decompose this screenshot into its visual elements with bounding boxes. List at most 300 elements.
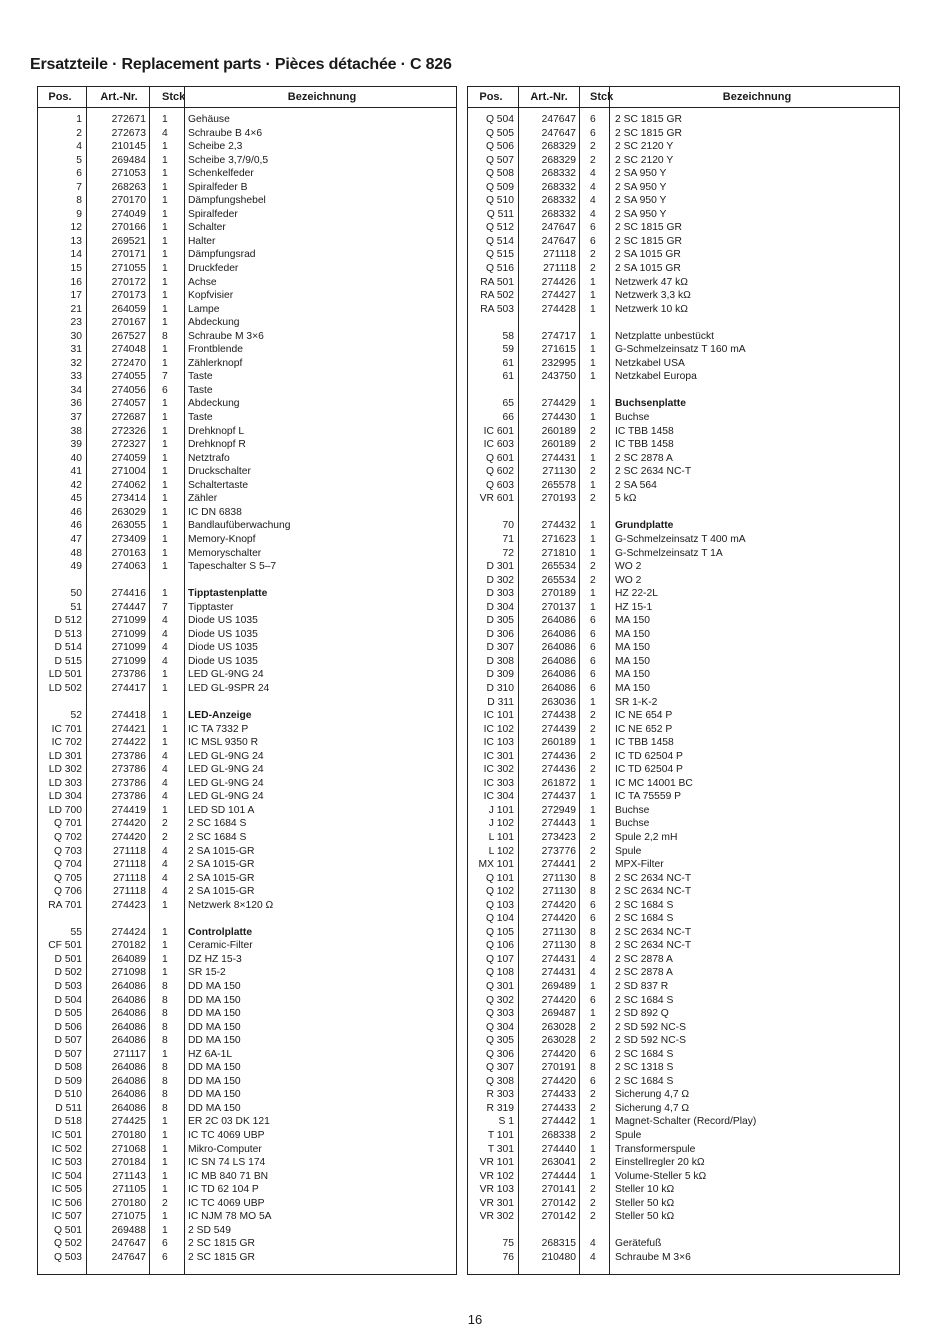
table-row xyxy=(468,1102,899,1116)
page-title: Ersatzteile · Replacement parts · Pièces détachée · C 826 xyxy=(30,56,452,73)
cell-art-nr: 268338 xyxy=(541,1130,576,1142)
cell-art-nr: 274438 xyxy=(541,710,576,722)
cell-bezeichnung: Kopfvisier xyxy=(188,290,234,302)
cell-art-nr: 274436 xyxy=(541,750,576,762)
cell-pos: Q 705 xyxy=(53,872,82,884)
cell-art-nr: 271143 xyxy=(112,1170,146,1182)
cell-stck: 2 xyxy=(590,710,596,722)
cell-art-nr: 264086 xyxy=(541,669,576,681)
cell-art-nr: 274419 xyxy=(111,804,146,816)
table-row xyxy=(468,614,899,628)
cell-pos: Q 704 xyxy=(53,859,82,871)
header-pos: Pos. xyxy=(48,91,72,103)
table-row xyxy=(468,397,899,411)
table-row xyxy=(38,641,456,655)
cell-art-nr: 271118 xyxy=(113,872,146,884)
cell-bezeichnung: IC TBB 1458 xyxy=(615,737,674,749)
cell-art-nr: 270173 xyxy=(111,290,146,302)
cell-art-nr: 274430 xyxy=(541,412,576,424)
cell-art-nr: 274441 xyxy=(541,859,576,871)
table-row xyxy=(468,601,899,615)
cell-art-nr: 268329 xyxy=(541,141,576,153)
cell-art-nr: 271053 xyxy=(111,168,146,180)
cell-bezeichnung: MA 150 xyxy=(615,628,650,640)
cell-bezeichnung: IC MC 14001 BC xyxy=(615,777,693,789)
cell-art-nr: 274063 xyxy=(111,561,146,573)
cell-stck: 1 xyxy=(590,398,596,410)
cell-art-nr: 269488 xyxy=(111,1224,146,1236)
cell-bezeichnung: Spule 2,2 mH xyxy=(615,831,678,843)
cell-stck: 4 xyxy=(162,642,168,654)
cell-art-nr: 274418 xyxy=(111,710,146,722)
cell-art-nr: 271118 xyxy=(113,845,146,857)
table-row xyxy=(468,248,899,262)
cell-bezeichnung: Spiralfeder B xyxy=(188,181,248,193)
cell-stck: 8 xyxy=(590,926,596,938)
cell-pos: RA 502 xyxy=(480,290,514,302)
cell-pos: D 306 xyxy=(486,628,514,640)
cell-pos: Q 602 xyxy=(485,466,514,478)
cell-art-nr: 274440 xyxy=(541,1143,576,1155)
cell-bezeichnung: 2 SA 1015 GR xyxy=(615,249,681,261)
table-row xyxy=(38,533,456,547)
cell-stck: 6 xyxy=(590,615,596,627)
cell-pos: D 503 xyxy=(54,981,82,992)
table-row xyxy=(468,506,899,520)
table-row xyxy=(468,628,899,642)
cell-stck: 2 xyxy=(590,1211,596,1223)
cell-bezeichnung: MA 150 xyxy=(615,669,650,681)
cell-pos: L 101 xyxy=(488,831,514,843)
cell-pos: 70 xyxy=(502,520,514,532)
cell-pos: D 310 xyxy=(486,682,514,694)
cell-bezeichnung: Netzkabel Europa xyxy=(615,371,697,383)
cell-pos: 49 xyxy=(70,561,82,573)
cell-stck: 4 xyxy=(162,127,168,139)
table-row xyxy=(38,926,456,940)
cell-pos: VR 103 xyxy=(479,1184,514,1196)
cell-pos: LD 502 xyxy=(48,682,82,694)
cell-art-nr: 260189 xyxy=(541,425,576,437)
cell-bezeichnung: Gerätefuß xyxy=(615,1238,662,1250)
cell-pos: J 101 xyxy=(488,804,514,816)
header-art: Art.-Nr. xyxy=(530,91,568,103)
cell-stck: 1 xyxy=(162,953,168,965)
table-row xyxy=(468,560,899,574)
cell-pos: 23 xyxy=(70,317,82,329)
cell-art-nr: 232995 xyxy=(541,357,576,369)
cell-bezeichnung: 2 SD 892 Q xyxy=(615,1008,669,1020)
cell-art-nr: 270141 xyxy=(541,1184,576,1196)
table-row xyxy=(38,709,456,723)
cell-art-nr: 274432 xyxy=(541,520,576,532)
table-row xyxy=(468,1115,899,1129)
cell-pos: IC 503 xyxy=(51,1157,82,1169)
cell-art-nr: 270180 xyxy=(111,1130,146,1142)
table-row xyxy=(468,668,899,682)
cell-bezeichnung: Netzwerk 10 kΩ xyxy=(615,303,688,315)
cell-art-nr: 210480 xyxy=(541,1251,576,1263)
table-row xyxy=(38,628,456,642)
table-row xyxy=(38,817,456,831)
cell-bezeichnung: Zähler xyxy=(188,493,218,505)
cell-pos: 41 xyxy=(70,466,82,478)
cell-pos: MX 101 xyxy=(478,859,514,871)
cell-art-nr: 270171 xyxy=(111,249,146,261)
cell-stck: 1 xyxy=(590,981,596,992)
cell-bezeichnung: Buchse xyxy=(615,412,650,424)
cell-bezeichnung: Abdeckung xyxy=(188,317,240,329)
cell-art-nr: 274431 xyxy=(541,452,576,464)
cell-art-nr: 247647 xyxy=(541,114,576,125)
cell-stck: 2 xyxy=(590,263,596,275)
cell-bezeichnung: 2 SC 1684 S xyxy=(615,1048,674,1060)
cell-bezeichnung: Netzwerk 47 kΩ xyxy=(615,276,688,288)
cell-bezeichnung: Steller 50 kΩ xyxy=(615,1211,675,1223)
cell-bezeichnung: 2 SC 1815 GR xyxy=(188,1238,255,1250)
cell-art-nr: 270166 xyxy=(111,222,146,234)
table-row xyxy=(38,194,456,208)
cell-bezeichnung: G-Schmelzeinsatz T 160 mA xyxy=(615,344,746,356)
cell-stck: 1 xyxy=(162,344,168,356)
cell-stck: 1 xyxy=(590,777,596,789)
cell-stck: 6 xyxy=(162,1251,168,1263)
cell-pos: 31 xyxy=(70,344,82,356)
cell-bezeichnung: SR 15-2 xyxy=(188,967,226,979)
cell-bezeichnung: 2 SC 1815 GR xyxy=(615,222,682,234)
cell-stck: 1 xyxy=(162,357,168,369)
cell-stck: 1 xyxy=(162,154,168,166)
cell-bezeichnung: LED GL-9NG 24 xyxy=(188,669,264,681)
cell-bezeichnung: HZ 22-2L xyxy=(615,588,658,600)
cell-bezeichnung: 2 SC 1684 S xyxy=(615,899,674,911)
table-row xyxy=(468,763,899,777)
table-row xyxy=(38,885,456,899)
cell-pos: D 512 xyxy=(54,615,82,627)
cell-bezeichnung: Netzwerk 3,3 kΩ xyxy=(615,290,691,302)
table-row xyxy=(468,452,899,466)
table-row xyxy=(38,411,456,425)
table-row xyxy=(38,980,456,994)
table-row xyxy=(468,1034,899,1048)
cell-pos: 21 xyxy=(70,303,82,315)
cell-bezeichnung: Druckschalter xyxy=(188,466,251,478)
cell-pos: VR 302 xyxy=(479,1211,514,1223)
cell-pos: D 305 xyxy=(486,615,514,627)
cell-art-nr: 270170 xyxy=(111,195,146,207)
table-row xyxy=(468,1197,899,1211)
table-row xyxy=(38,140,456,154)
cell-pos: 37 xyxy=(70,412,82,424)
cell-art-nr: 274420 xyxy=(541,1048,576,1060)
cell-bezeichnung: 2 SC 2878 A xyxy=(615,452,673,464)
cell-art-nr: 264086 xyxy=(541,682,576,694)
cell-art-nr: 274439 xyxy=(541,723,576,735)
cell-pos: D 304 xyxy=(486,601,514,613)
cell-bezeichnung: MPX-Filter xyxy=(615,859,664,871)
cell-stck: 8 xyxy=(162,1062,168,1074)
cell-pos: Q 503 xyxy=(53,1251,82,1263)
cell-bezeichnung: IC TBB 1458 xyxy=(615,425,674,437)
cell-stck: 6 xyxy=(590,1075,596,1087)
cell-pos: LD 303 xyxy=(48,777,82,789)
table-row xyxy=(38,357,456,371)
table-row xyxy=(38,343,456,357)
cell-stck: 6 xyxy=(590,1048,596,1060)
cell-art-nr: 271004 xyxy=(111,466,146,478)
cell-stck: 1 xyxy=(162,710,168,722)
cell-bezeichnung: 2 SA 1015-GR xyxy=(188,859,255,871)
cell-bezeichnung: HZ 6A-1L xyxy=(188,1048,233,1060)
cell-stck: 4 xyxy=(162,886,168,898)
cell-art-nr: 243750 xyxy=(541,371,576,383)
cell-stck: 1 xyxy=(590,791,596,803)
cell-bezeichnung: 2 SC 2878 A xyxy=(615,953,673,965)
table-header xyxy=(38,87,456,108)
cell-bezeichnung: 2 SC 1815 GR xyxy=(188,1251,255,1263)
cell-pos: Q 509 xyxy=(485,181,514,193)
cell-pos: RA 701 xyxy=(48,899,82,911)
cell-bezeichnung: 2 SC 2878 A xyxy=(615,967,673,979)
cell-stck: 2 xyxy=(590,154,596,166)
cell-stck: 4 xyxy=(162,750,168,762)
table-row xyxy=(38,723,456,737)
cell-stck: 4 xyxy=(162,628,168,640)
cell-pos: VR 102 xyxy=(479,1170,514,1182)
cell-art-nr: 271099 xyxy=(111,655,146,667)
cell-bezeichnung: 2 SD 549 xyxy=(188,1224,231,1236)
cell-pos: 39 xyxy=(70,439,82,451)
cell-art-nr: 271118 xyxy=(543,249,576,261)
table-row xyxy=(468,1075,899,1089)
cell-bezeichnung: LED-Anzeige xyxy=(188,710,252,722)
cell-art-nr: 268332 xyxy=(541,195,576,207)
cell-pos: 47 xyxy=(70,533,82,545)
cell-stck: 1 xyxy=(162,1130,168,1142)
cell-art-nr: 264086 xyxy=(111,1008,146,1020)
cell-bezeichnung: Spule xyxy=(615,1130,642,1142)
cell-bezeichnung: 2 SA 564 xyxy=(615,479,657,491)
cell-art-nr: 271099 xyxy=(111,642,146,654)
cell-bezeichnung: 2 SA 950 Y xyxy=(615,168,667,180)
cell-art-nr: 264086 xyxy=(111,1102,146,1114)
cell-bezeichnung: IC MB 840 71 BN xyxy=(188,1170,269,1182)
cell-bezeichnung: Dämpfungshebel xyxy=(188,195,266,207)
cell-stck: 1 xyxy=(162,926,168,938)
cell-pos: Q 108 xyxy=(485,967,514,979)
cell-pos: Q 706 xyxy=(53,886,82,898)
table-row xyxy=(38,1129,456,1143)
table-row xyxy=(468,479,899,493)
cell-art-nr: 274424 xyxy=(111,926,146,938)
cell-stck: 2 xyxy=(162,1197,168,1209)
cell-bezeichnung: MA 150 xyxy=(615,615,650,627)
table-row xyxy=(38,1197,456,1211)
cell-stck: 1 xyxy=(590,1143,596,1155)
cell-art-nr: 274416 xyxy=(111,588,146,600)
cell-art-nr: 274444 xyxy=(541,1170,576,1182)
cell-bezeichnung: Spule xyxy=(615,845,642,857)
cell-stck: 1 xyxy=(162,276,168,288)
cell-art-nr: 271615 xyxy=(541,344,576,356)
table-row xyxy=(38,316,456,330)
cell-pos: IC 501 xyxy=(51,1130,82,1142)
cell-pos: D 302 xyxy=(486,574,514,586)
cell-stck: 2 xyxy=(590,1021,596,1033)
cell-bezeichnung: 2 SC 1684 S xyxy=(188,818,247,830)
cell-pos: LD 301 xyxy=(48,750,82,762)
cell-pos: 71 xyxy=(502,533,514,545)
cell-bezeichnung: MA 150 xyxy=(615,642,650,654)
cell-pos: IC 301 xyxy=(483,750,514,762)
cell-bezeichnung: Abdeckung xyxy=(188,398,240,410)
table-row xyxy=(38,994,456,1008)
table-row xyxy=(38,736,456,750)
cell-bezeichnung: Diode US 1035 xyxy=(188,642,258,654)
cell-stck: 1 xyxy=(162,412,168,424)
cell-pos: 61 xyxy=(502,371,514,383)
cell-art-nr: 247647 xyxy=(541,222,576,234)
cell-stck: 1 xyxy=(162,208,168,220)
cell-pos: IC 505 xyxy=(51,1184,82,1196)
cell-pos: RA 503 xyxy=(480,303,514,315)
cell-bezeichnung: Buchse xyxy=(615,818,650,830)
cell-art-nr: 269521 xyxy=(111,235,146,247)
cell-art-nr: 274062 xyxy=(111,479,146,491)
cell-pos: 13 xyxy=(70,235,82,247)
cell-bezeichnung: IC NJM 78 MO 5A xyxy=(188,1211,272,1223)
cell-stck: 1 xyxy=(162,263,168,275)
cell-stck: 1 xyxy=(162,737,168,749)
cell-stck: 2 xyxy=(162,818,168,830)
table-row xyxy=(468,1156,899,1170)
cell-art-nr: 274443 xyxy=(541,818,576,830)
cell-pos: 72 xyxy=(502,547,514,559)
cell-pos: IC 101 xyxy=(483,710,514,722)
table-row xyxy=(38,384,456,398)
cell-stck: 6 xyxy=(590,994,596,1006)
cell-bezeichnung: Mikro-Computer xyxy=(188,1143,262,1155)
cell-art-nr: 272687 xyxy=(111,412,146,424)
cell-bezeichnung: Netzplatte unbestückt xyxy=(615,330,715,342)
cell-art-nr: 264086 xyxy=(541,615,576,627)
cell-bezeichnung: DZ HZ 15-3 xyxy=(188,953,242,965)
table-row xyxy=(468,1237,899,1251)
table-row xyxy=(38,370,456,384)
cell-art-nr: 271098 xyxy=(111,967,146,979)
cell-art-nr: 274048 xyxy=(111,344,146,356)
table-row xyxy=(38,167,456,181)
cell-stck: 1 xyxy=(590,412,596,424)
cell-bezeichnung: G-Schmelzeinsatz T 400 mA xyxy=(615,533,746,545)
cell-art-nr: 272326 xyxy=(111,425,146,437)
cell-stck: 1 xyxy=(162,398,168,410)
cell-stck: 2 xyxy=(590,764,596,776)
cell-pos: IC 303 xyxy=(483,777,514,789)
table-row xyxy=(38,1237,456,1251)
cell-art-nr: 264086 xyxy=(541,628,576,640)
cell-pos: D 513 xyxy=(54,628,82,640)
table-row xyxy=(38,547,456,561)
cell-stck: 1 xyxy=(162,547,168,559)
cell-art-nr: 270182 xyxy=(111,940,146,952)
cell-bezeichnung: LED GL-9SPR 24 xyxy=(188,682,270,694)
cell-stck: 6 xyxy=(590,682,596,694)
table-row xyxy=(38,208,456,222)
cell-bezeichnung: Schraube M 3×6 xyxy=(615,1251,691,1263)
table-row xyxy=(38,181,456,195)
cell-stck: 8 xyxy=(162,1102,168,1114)
cell-art-nr: 272949 xyxy=(541,804,576,816)
cell-bezeichnung: Controlplatte xyxy=(188,926,253,938)
cell-art-nr: 273409 xyxy=(111,533,146,545)
cell-art-nr: 265534 xyxy=(541,574,576,586)
table-row xyxy=(468,113,899,127)
cell-art-nr: 264059 xyxy=(111,303,146,315)
cell-stck: 7 xyxy=(162,371,168,383)
cell-stck: 2 xyxy=(590,561,596,573)
table-row xyxy=(468,181,899,195)
table-row xyxy=(38,953,456,967)
table-row xyxy=(38,1143,456,1157)
table-row xyxy=(38,601,456,615)
cell-pos: IC 102 xyxy=(483,723,514,735)
cell-pos: Q 105 xyxy=(485,926,514,938)
table-row xyxy=(468,1251,899,1265)
cell-bezeichnung: 2 SC 1684 S xyxy=(615,1075,674,1087)
cell-stck: 1 xyxy=(162,1224,168,1236)
cell-stck: 1 xyxy=(590,601,596,613)
cell-pos: IC 601 xyxy=(483,425,514,437)
table-body xyxy=(468,113,899,1264)
cell-stck: 6 xyxy=(590,222,596,234)
table-row xyxy=(468,682,899,696)
table-row xyxy=(468,899,899,913)
cell-art-nr: 264086 xyxy=(541,655,576,667)
cell-bezeichnung: 5 kΩ xyxy=(615,493,637,505)
cell-stck: 1 xyxy=(590,520,596,532)
cell-pos: 36 xyxy=(70,398,82,410)
table-row xyxy=(468,1183,899,1197)
cell-bezeichnung: DD MA 150 xyxy=(188,1008,241,1020)
cell-bezeichnung: IC NE 652 P xyxy=(615,723,673,735)
cell-stck: 2 xyxy=(590,750,596,762)
cell-stck: 1 xyxy=(590,818,596,830)
cell-bezeichnung: Scheibe 3,7/9/0,5 xyxy=(188,154,269,166)
cell-bezeichnung: 2 SA 1015 GR xyxy=(615,263,681,275)
cell-pos: IC 506 xyxy=(51,1197,82,1209)
cell-stck: 6 xyxy=(590,127,596,139)
table-row xyxy=(38,276,456,290)
cell-pos: IC 103 xyxy=(483,737,514,749)
table-row xyxy=(468,750,899,764)
cell-stck: 4 xyxy=(162,845,168,857)
table-row xyxy=(38,560,456,574)
cell-pos: 7 xyxy=(76,181,82,193)
table-row xyxy=(38,790,456,804)
cell-stck: 4 xyxy=(590,195,596,207)
table-row xyxy=(468,966,899,980)
table-header xyxy=(468,87,899,108)
cell-stck: 2 xyxy=(590,141,596,153)
cell-art-nr: 269489 xyxy=(541,981,576,992)
table-row xyxy=(38,1075,456,1089)
cell-bezeichnung: 2 SC 2634 NC-T xyxy=(615,466,692,478)
cell-stck: 1 xyxy=(162,669,168,681)
cell-art-nr: 272673 xyxy=(111,127,146,139)
cell-stck: 6 xyxy=(590,655,596,667)
cell-stck: 6 xyxy=(590,235,596,247)
